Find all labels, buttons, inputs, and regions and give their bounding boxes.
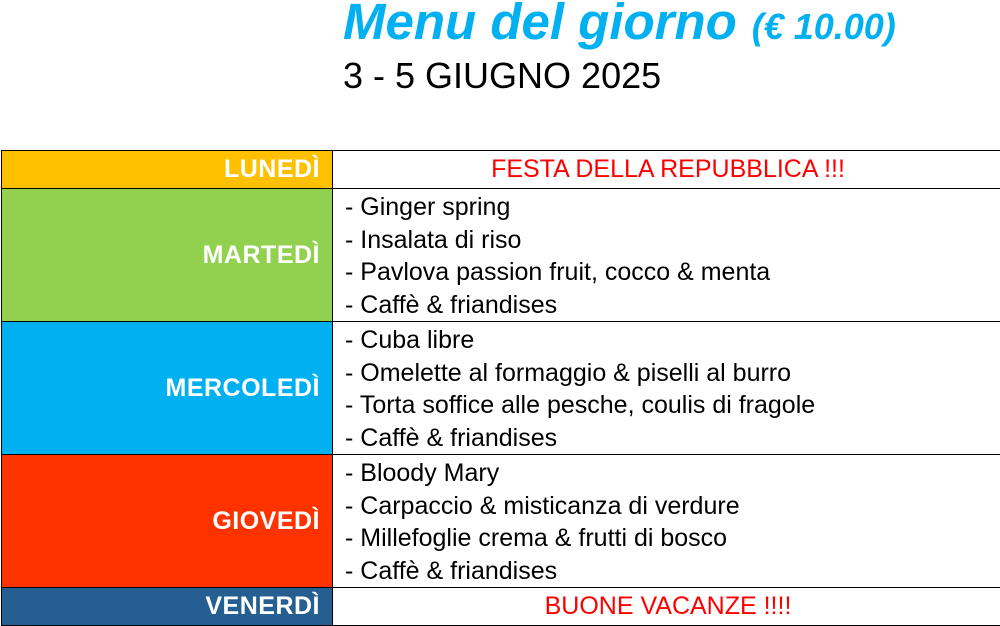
day-label-martedi: MARTEDÌ: [2, 189, 333, 322]
day-note-venerdi: BUONE VACANZE !!!!: [333, 588, 1000, 626]
menu-item: - Bloody Mary: [345, 457, 1000, 490]
day-label-mercoledi: MERCOLEDÌ: [2, 322, 333, 455]
day-label-lunedi: LUNEDÌ: [2, 151, 333, 189]
day-note-lunedi: FESTA DELLA REPUBBLICA !!!: [333, 151, 1000, 189]
menu-item: - Carpaccio & misticanza di verdure: [345, 490, 1000, 523]
menu-row-martedi: [2, 189, 1000, 322]
menu-dates: 3 - 5 GIUGNO 2025: [343, 58, 661, 94]
menu-row-lunedi: [2, 151, 1000, 189]
menu-title: [343, 0, 896, 47]
menu-title-text: Menu del giorno: [343, 0, 737, 50]
menu-row-mercoledi: [2, 322, 1000, 455]
day-items-martedi: [333, 189, 1000, 322]
weekly-menu-table: [1, 150, 1000, 626]
menu-price: (€ 10.00): [752, 6, 896, 47]
menu-item: - Torta soffice alle pesche, coulis di fragole: [345, 389, 1000, 422]
menu-item: - Caffè & friandises: [345, 289, 1000, 322]
day-label-venerdi: VENERDÌ: [2, 588, 333, 626]
menu-row-giovedi: [2, 455, 1000, 588]
menu-item: - Millefoglie crema & frutti di bosco: [345, 522, 1000, 555]
menu-item: - Omelette al formaggio & piselli al burro: [345, 357, 1000, 390]
menu-row-venerdi: [2, 588, 1000, 626]
day-label-giovedi: GIOVEDÌ: [2, 455, 333, 588]
menu-item: - Cuba libre: [345, 324, 1000, 357]
menu-item: - Insalata di riso: [345, 224, 1000, 257]
menu-item: - Pavlova passion fruit, cocco & menta: [345, 256, 1000, 289]
menu-item: - Ginger spring: [345, 191, 1000, 224]
menu-item: - Caffè & friandises: [345, 422, 1000, 455]
menu-item: - Caffè & friandises: [345, 555, 1000, 588]
day-items-mercoledi: [333, 322, 1000, 455]
day-items-giovedi: [333, 455, 1000, 588]
